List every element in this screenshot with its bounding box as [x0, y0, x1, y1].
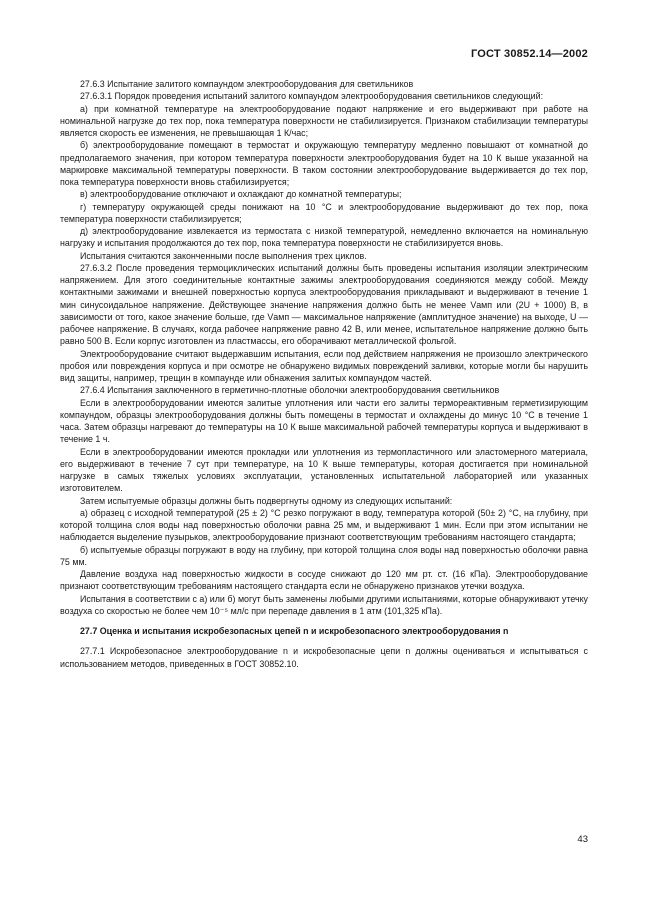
paragraph: Если в электрооборудовании имеются прокладки или уплотнения из термопластичного или эластомерного материала, его выдерживают в течение 7 сут при температуре, на 10 К выше температуры, которая достигается при номинальной нагрузке в самых тяжелых условиях эксплуатации, установленных испытательной лабораторией или указанных изготовителем. — [60, 446, 588, 494]
paragraph: 27.7.1 Искробезопасное электрооборудование n и искробезопасные цепи n должны оцениваться и испытываться с использованием методов, приведенных в ГОСТ 30852.10. — [60, 646, 588, 669]
document-body — [60, 78, 588, 670]
paragraph: Затем испытуемые образцы должны быть подвергнуты одному из следующих испытаний: — [80, 495, 453, 506]
paragraph: 27.6.3 Испытание залитого компаундом электрооборудования для светильников — [80, 79, 414, 89]
paragraph: 27.6.4 Испытания заключенного в герметично-плотные оболочки электрооборудования светильников — [80, 385, 500, 396]
paragraph: Давление воздуха над поверхностью жидкости в сосуде снижают до 120 мм рт. ст. (16 кПа). Электрооборудование признают соответствующим требованиям настоящего стандарта если не обнаружено признаков утечки воздуха. — [60, 569, 588, 592]
page-header: ГОСТ 30852.14—2002 — [470, 48, 588, 60]
paragraph: 27.6.3.2 После проведения термоциклических испытаний должны быть проведены испытания изоляции электрическим напряжением. Для этого соединительные контактные зажимы электрооборудования соединяются между собой. Между контактными зажимами и внешней поверхностью корпуса электрооборудования прикладывают и выдерживают в течение 1 мин синусоидальное напряжение. Действующее значение напряжения должно быть не менее Vамп или (2U + 1000) В, в зависимости от того, какое значение больше, где Vамп — максимальное напряжение (амплитудное значение) на выходе, U — рабочее напряжение. В случаях, когда рабочее напряжение равно 42 В, или менее, испытательное напряжение должно быть равно 500 В. Если корпус изготовлен из пластмассы, его оборачивают металлической фольгой. — [60, 262, 588, 347]
paragraph: б) электрооборудование помещают в термостат и окружающую температуру медленно повышают от комнатной до предполагаемого значения, при котором температура поверхности электрооборудования будет на 10 К выше указанной на маркировке максимальной температуры поверхности. В таком состоянии электрооборудование выдерживается до тех пор, пока температура поверхности вновь стабилизируется; — [60, 140, 588, 187]
paragraph: Испытания считаются законченными после выполнения трех циклов. — [80, 250, 367, 261]
paragraph: в) электрооборудование отключают и охлаждают до комнатной температуры; — [80, 189, 402, 200]
section-heading: 27.7 Оценка и испытания искробезопасных цепей n и искробезопасного электрооборудования n — [80, 626, 509, 636]
paragraph: б) испытуемые образцы погружают в воду на глубину, при которой толщина слоя воды над поверхностью оболочки равна 75 мм. — [60, 544, 588, 567]
paragraph: 27.6.3.1 Порядок проведения испытаний залитого компаундом электрооборудования светильников следующий: — [80, 91, 544, 102]
paragraph: Испытания в соответствии с а) или б) могут быть заменены любыми другими испытаниями, которые обнаруживают утечку воздуха со скоростью не более чем 10⁻⁵ мл/с при перепаде давления в 1 атм (101,325 кПа). — [60, 593, 588, 616]
paragraph: Электрооборудование считают выдержавшим испытания, если под действием напряжения не произошло электрического пробоя или повреждения корпуса и при осмотре не обнаружено видимых повреждений заливки, которые могли бы нарушить вид защиты, например, трещин в компаунде или обнажения залитых компаундом частей. — [60, 348, 588, 383]
paragraph: а) образец с исходной температурой (25 ± 2) °С резко погружают в воду, температура которой (50± 2) °С, на глубину, при которой толщина слоя воды над поверхностью оболочки равна 25 мм, и выдерживают 1 мин. Если при этом испытании не наблюдается выделение пузырьков, электрооборудование признают соответствующим требованиям настоящего стандарта; — [60, 507, 588, 543]
paragraph: г) температуру окружающей среды понижают на 10 °С и электрооборудование выдерживают до тех пор, пока температура поверхности стабилизируется; — [60, 201, 588, 224]
paragraph: Если в электрооборудовании имеются залитые уплотнения или части его залиты термореактивным герметизирующим компаундом, образцы электрооборудования должны быть помещены в термостат и охлаждены до минус 10 °С в течение 1 часа. Затем образцы нагревают до температуры на 10 К выше максимальной рабочей температуры корпуса и выдерживают в течение 1 ч. — [60, 397, 588, 445]
page-number: 43 — [577, 834, 588, 845]
paragraph: д) электрооборудование извлекается из термостата с низкой температурой, немедленно включается на номинальную нагрузку и испытания продолжаются до тех пор, пока температура поверхности не стабилизируется вновь. — [60, 226, 588, 249]
paragraph: а) при комнатной температуре на электрооборудование подают напряжение и его выдерживают при работе на номинальной нагрузке до тех пор, пока температура поверхности не стабилизируется. Признаком стабилизации температуры является скорость ее изменения, не превышающая 1 К/час; — [60, 103, 588, 138]
